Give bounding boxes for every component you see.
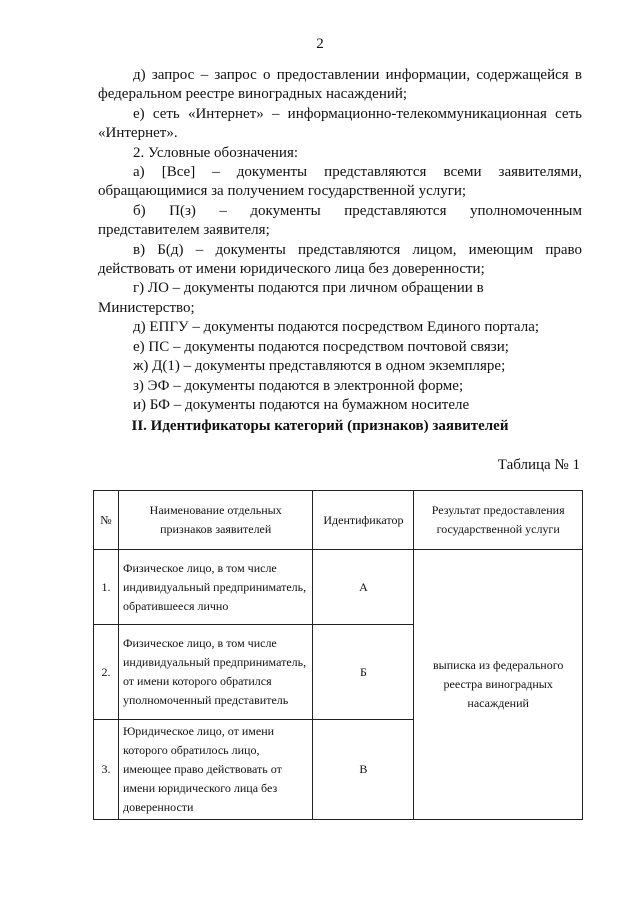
paragraph-definition-d: д) запрос – запрос о предоставлении информации, содержащейся в федеральном реестре виноградных насаждений;: [98, 67, 582, 103]
row-identifier: В: [313, 720, 414, 820]
row-name: Юридическое лицо, от имени которого обратилось лицо, имеющее право действовать от имени юридического лица без доверенности: [118, 720, 312, 820]
section-heading: II. Идентификаторы категорий (признаков) заявителей: [131, 418, 509, 434]
row-identifier: А: [313, 550, 414, 625]
body-text: [98, 66, 582, 415]
row-identifier: Б: [313, 625, 414, 720]
table-label: Таблица № 1: [497, 457, 580, 473]
paragraph-definition-e: е) сеть «Интернет» – информационно-телекоммуникационная сеть «Интернет».: [98, 105, 582, 142]
paragraph-legend-v: в) Б(д) – документы представляются лицом, имеющим право действовать от имени юридического лица без доверенности;: [98, 241, 582, 278]
header-identifier: Идентификатор: [313, 491, 414, 550]
result-cell: выписка из федерального реестра виноградных насаждений: [414, 550, 583, 820]
paragraph-legend-i: и) БФ – документы подаются на бумажном носителе: [133, 396, 470, 413]
page-number: 2: [316, 36, 324, 52]
paragraph-legend-g: г) ЛО – документы подаются при личном обращении в Министерство;: [98, 280, 484, 316]
row-name: Физическое лицо, в том числе индивидуальный предприниматель, от имени которого обратился уполномоченный представитель: [118, 625, 312, 720]
paragraph-legend-d: д) ЕПГУ – документы подаются посредством Единого портала;: [133, 319, 540, 336]
row-num: 3.: [94, 720, 119, 820]
paragraph-legend-zh: ж) Д(1) – документы представляются в одном экземпляре;: [133, 358, 506, 375]
row-name: Физическое лицо, в том числе индивидуальный предприниматель, обратившееся лично: [118, 550, 312, 625]
table-row: [94, 550, 583, 625]
header-result: Результат предоставления государственной услуги: [414, 491, 583, 550]
paragraph-legend-z: з) ЭФ – документы подаются в электронной форме;: [133, 377, 464, 394]
row-num: 2.: [94, 625, 119, 720]
paragraph-legend-b: б) П(з) – документы представляются уполномоченным представителем заявителя;: [98, 202, 582, 239]
paragraph-legend-e: е) ПС – документы подаются посредством почтовой связи;: [133, 338, 509, 355]
header-name: Наименование отдельных признаков заявителей: [118, 491, 312, 550]
table-header-row: [94, 491, 583, 550]
applicant-categories-table: [93, 490, 583, 820]
header-num: №: [94, 491, 119, 550]
paragraph-legend-a: а) [Все] – документы представляются всеми заявителями, обращающимися за получением государственной услуги;: [98, 164, 582, 200]
paragraph-legend-title: 2. Условные обозначения:: [133, 144, 299, 161]
row-num: 1.: [94, 550, 119, 625]
